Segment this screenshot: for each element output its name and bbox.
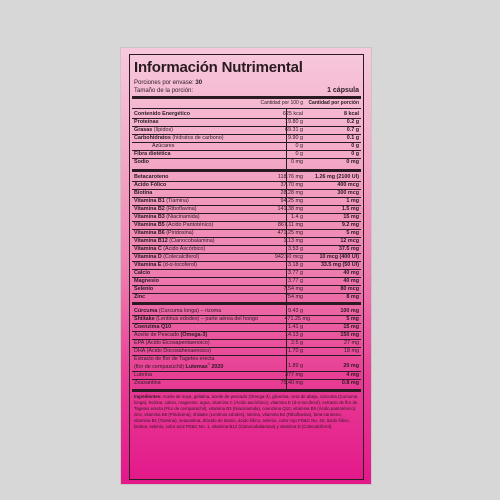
- lutemax-row-1: [134, 355, 359, 363]
- amount-per-100g: 867.11 mg: [277, 221, 303, 228]
- ingredients-label: Ingredientes:: [134, 394, 162, 399]
- amount-per-100g: 0 g: [295, 151, 303, 158]
- nutrient-name: [134, 262, 243, 268]
- nutrient-name: [134, 174, 243, 180]
- amount-per-serving: 0.2 g: [346, 118, 359, 125]
- amount-per-100g: 942.50 mcg: [274, 254, 303, 261]
- nutrient-name: [134, 332, 243, 338]
- nutrient-subtitle: (Piridoxina): [164, 229, 194, 236]
- amount-per-100g: 9.90 g: [288, 134, 303, 141]
- row-divider: [132, 355, 361, 356]
- divider-thick: [132, 96, 361, 99]
- nutrient-label: Vitamina B2: [134, 205, 165, 212]
- amount-per-100g: 3.77 g: [288, 278, 303, 285]
- lutemax-line2: (flor de cempasúchil): [134, 363, 185, 370]
- amount-per-serving: 1 mg: [346, 197, 359, 204]
- nutrient-label: Selenio: [134, 286, 154, 293]
- nutrient-subtitle: (Tiamina): [164, 197, 189, 204]
- amount-per-100g: 14.13 g: [285, 331, 303, 338]
- amount-per-serving: 300 mcg: [337, 189, 359, 196]
- nutrient-label: Ácido Fólico: [134, 181, 167, 188]
- nutrient-name: [134, 206, 243, 212]
- nutrient-row: [134, 229, 359, 237]
- nutrient-name: [134, 159, 243, 165]
- amount-per-100g: 141.38 mg: [277, 205, 303, 212]
- servings-info: [134, 79, 202, 95]
- nutrient-name: [134, 316, 258, 322]
- nutrient-row: [134, 189, 359, 197]
- amount-per-100g: 2.5 g: [291, 339, 303, 346]
- amount-per-100g: 69.31 g: [285, 126, 303, 133]
- amount-per-serving: 400 mcg: [337, 181, 359, 188]
- nutrient-label: Vitamina B3: [134, 213, 165, 220]
- amount-per-serving: 15 mg: [343, 213, 359, 220]
- nutrient-name: [134, 190, 243, 196]
- nutrient-name: [134, 246, 243, 252]
- nutrition-facts-label: [129, 54, 364, 480]
- nutrient-name: [134, 340, 243, 346]
- nutrient-row: [134, 142, 359, 150]
- amount-per-100g: 75.40 mg: [280, 379, 303, 386]
- nutrient-label: Azúcares: [152, 143, 175, 150]
- column-divider: [286, 108, 287, 389]
- nutrient-row: [134, 159, 359, 167]
- nutrient-name: [134, 119, 243, 125]
- amount-per-100g: 9.43 g: [288, 307, 303, 314]
- nutrient-row: [134, 173, 359, 181]
- nutrient-name: [134, 214, 243, 220]
- nutrient-row: [134, 221, 359, 229]
- nutrient-row: [134, 331, 359, 339]
- amount-per-100g: 1.41 g: [288, 323, 303, 330]
- nutrient-row: [134, 151, 359, 159]
- nutrient-row: [134, 205, 359, 213]
- nutrient-row: [134, 134, 359, 142]
- nutrient-subtitle: (Niacinamida): [164, 213, 200, 220]
- nutrient-subtitle: (Colecalciferol): [161, 254, 200, 261]
- nutrient-name: [134, 348, 243, 354]
- nutrient-name: [134, 127, 243, 133]
- nutrient-name: [134, 198, 243, 204]
- nutrient-row: [134, 307, 359, 315]
- amount-per-serving: 37.5 mg: [338, 246, 359, 253]
- nutrient-row: [134, 245, 359, 253]
- amount-per-100g: 3.53 g: [288, 246, 303, 253]
- amount-per-100g: 0 mg: [291, 159, 303, 166]
- nutrient-row: [134, 294, 359, 302]
- divider: [132, 108, 361, 109]
- ingredients-text: Aceite de soya, gelatina, aceite de pescado (Omega-3), glicerina, cera de abeja, cúrcuma (Curcuma longa), lecitina, calcio, magnesio, agua, vitamina C (Ácido ascórbico), vitamina E (d-α-tocoferol), extracto de flor de Tagetes erecta (Flor de cempasúchil), vitamina B3 (Niacinamida), coenzima Q10, vitamina B5 (Ácido pantoténico), zinc, vitamina B6 (Piridoxina), shiitake (Lentinus edodes), luteína, vitamina B2 (Riboflavina), beta-caroteno, vitamina B1 (Tiamina), zeaxantina, dióxido de titanio, ácido fólico, selenio, color rojo FD&C No. 40, ácido fólico, biotina, selenio, color azul FD&C No. 1, vitamina B12 (Cianocobalamina) y vitamina D (Colecalciferol).: [134, 394, 358, 430]
- amount-per-100g: 28.28 mg: [280, 189, 303, 196]
- nutrient-row: [134, 323, 359, 331]
- amount-per-serving: 8 kcal: [344, 110, 359, 117]
- column-header-row: [134, 100, 359, 108]
- column-per-serving: Cantidad por porción: [308, 99, 359, 106]
- nutrient-name: [134, 286, 243, 292]
- nutrient-label: Sodio: [134, 159, 149, 166]
- amount-per-serving: 0.8 mg: [341, 379, 359, 386]
- nutrient-label: DHA: [134, 347, 146, 354]
- nutrient-row: [134, 339, 359, 347]
- nutrient-label: Vitamina D: [134, 254, 162, 261]
- nutrient-row: [134, 197, 359, 205]
- nutrient-name: [134, 238, 243, 244]
- amount-per-serving: 80 mcg: [340, 286, 359, 293]
- nutrient-row: [134, 110, 359, 118]
- amount-per-serving: 150 mg: [340, 331, 359, 338]
- nutrient-label: Vitamina B12: [134, 238, 168, 245]
- amount-per-serving: 27 mg: [344, 339, 359, 346]
- nutrient-subtitle: (Ácido Docosahexaenoico): [145, 347, 212, 354]
- nutrient-subtitle: (Curcuma longa) – rizoma: [157, 307, 222, 314]
- amount-per-100g: 1.13 mg: [283, 238, 303, 245]
- nutrient-subtitle: (Ácido Eicosapentaenoico): [144, 339, 210, 346]
- amount-per-serving: 33.5 mg (50 UI): [320, 262, 359, 269]
- lutemax-brand: Lutemax: [185, 363, 208, 370]
- lutemax-per-serving: 20 mg: [343, 363, 359, 370]
- nutrient-label: Vitamina C: [134, 246, 162, 253]
- amount-per-100g: 471.25 mg: [277, 229, 303, 236]
- nutrient-row: [134, 347, 359, 355]
- amount-per-serving: 1.5 mg: [341, 205, 359, 212]
- nutrient-name: [134, 111, 243, 117]
- nutrient-label: Proteínas: [134, 118, 159, 125]
- nutrient-name: [134, 324, 243, 330]
- nutrient-row: [134, 371, 359, 379]
- amount-per-serving: 15 mg: [343, 323, 359, 330]
- ingredients-block: [134, 394, 359, 431]
- nutrient-label: EPA: [134, 339, 145, 346]
- nutrient-label: Vitamina B5: [134, 221, 165, 228]
- nutrient-subtitle: (Ácido Ascórbico): [161, 246, 206, 253]
- amount-per-serving: 40 mg: [343, 278, 359, 285]
- nutrient-name: [134, 270, 243, 276]
- nutrient-name: [134, 222, 243, 228]
- divider-thick: [132, 302, 361, 305]
- nutrient-label: Contenido Energético: [134, 110, 191, 117]
- amount-per-serving: 0.1 g: [346, 134, 359, 141]
- nutrient-label: Betacaroteno: [134, 173, 169, 180]
- amount-per-serving: 9.2 mg: [341, 221, 359, 228]
- amount-per-serving: 8 mg: [346, 294, 359, 301]
- nutrient-subtitle: (Cianocobalamina): [167, 238, 215, 245]
- nutrient-name: [134, 135, 243, 141]
- nutrient-row: [134, 278, 359, 286]
- divider-thick: [132, 169, 361, 172]
- servings-label: Porciones por envase:: [134, 80, 194, 86]
- servings-value: 30: [195, 80, 203, 86]
- amount-per-100g: 7.54 mg: [283, 286, 303, 293]
- nutrient-row: [134, 379, 359, 387]
- serving-size-label: Tamaño de la porción:: [134, 88, 194, 94]
- nutrient-name: [134, 278, 243, 284]
- nutrient-label: Coenzima Q10: [134, 323, 172, 330]
- amount-per-serving: 5 mg: [346, 229, 359, 236]
- row-divider: [132, 371, 361, 372]
- amount-per-serving: 0 g: [351, 143, 359, 150]
- amount-per-100g: 0 g: [295, 143, 303, 150]
- amount-per-100g: 94.25 mg: [280, 197, 303, 204]
- nutrient-label: Fibra dietética: [134, 151, 171, 158]
- nutrient-name: [134, 254, 243, 260]
- nutrient-row: [134, 270, 359, 278]
- nutrient-subtitle: (Ácido Pantoténico): [164, 221, 214, 228]
- nutrient-subtitle: (Omega-3): [178, 331, 208, 338]
- lutemax-per-100g: 1.89 g: [288, 363, 303, 370]
- amount-per-100g: 471.25 mg: [284, 315, 310, 322]
- amount-per-serving: 0.7 g: [346, 126, 359, 133]
- nutrient-name: [134, 230, 243, 236]
- amount-per-serving: 5 mg: [346, 315, 359, 322]
- nutrient-label: Calcio: [134, 270, 151, 277]
- nutrient-row: [134, 118, 359, 126]
- nutrient-subtitle: (lípidos): [152, 126, 173, 133]
- nutrient-label: Magnesio: [134, 278, 159, 285]
- nutrient-name: [134, 143, 243, 149]
- divider-thick: [132, 389, 361, 392]
- column-per-100g: Cantidad por 100 g: [260, 99, 303, 106]
- nutrient-name: [134, 151, 243, 157]
- lutemax-year: 2020: [211, 363, 224, 370]
- label-title: Información Nutrimental: [134, 59, 303, 76]
- amount-per-serving: 1.26 mg (2100 UI): [314, 173, 359, 180]
- nutrient-label: Vitamina B1: [134, 197, 165, 204]
- nutrient-label: Cúrcuma: [134, 307, 158, 314]
- nutrient-subtitle: (d-α-tocoferol): [161, 262, 197, 269]
- amount-per-100g: 377 mg: [285, 371, 303, 378]
- nutrient-label: Zinc: [134, 294, 146, 301]
- nutrient-row: [134, 181, 359, 189]
- amount-per-serving: 12 mcg: [340, 238, 359, 245]
- amount-per-serving: 0 g: [351, 151, 359, 158]
- amount-per-serving: 10 mcg (400 UI): [319, 254, 359, 261]
- amount-per-100g: 754 mg: [285, 294, 303, 301]
- nutrient-row: [134, 126, 359, 134]
- lutemax-line1: Extracto de flor de Tagetes erecta: [134, 355, 215, 362]
- amount-per-100g: 1.4 g: [291, 213, 303, 220]
- amount-per-100g: 19.80 g: [285, 118, 303, 125]
- nutrient-row: [134, 315, 359, 323]
- nutrient-row: [134, 262, 359, 270]
- nutrient-name: [134, 380, 243, 386]
- amount-per-serving: 100 mg: [340, 307, 359, 314]
- amount-per-serving: 40 mg: [343, 270, 359, 277]
- amount-per-100g: 625 kcal: [282, 110, 303, 117]
- amount-per-100g: 118.76 mg: [277, 173, 303, 180]
- nutrient-name: [134, 294, 243, 300]
- nutrient-row: [134, 237, 359, 245]
- amount-per-100g: 1.70 g: [288, 347, 303, 354]
- nutrient-label: Biotina: [134, 189, 153, 196]
- nutrient-label: Carbohidratos: [134, 134, 171, 141]
- nutrient-name: [134, 372, 243, 378]
- nutrient-subtitle: (Riboflavina): [164, 205, 197, 212]
- nutrient-label: Grasas: [134, 126, 153, 133]
- nutrient-row: [134, 254, 359, 262]
- nutrient-name: [134, 308, 243, 314]
- amount-per-serving: 4 mg: [346, 371, 359, 378]
- amount-per-serving: 18 mg: [344, 347, 359, 354]
- nutrient-label: Luteína: [134, 371, 152, 378]
- nutrient-row: [134, 213, 359, 221]
- nutrient-subtitle: (hidratos de carbono): [170, 134, 224, 141]
- nutrient-label: Shiitake: [134, 315, 155, 322]
- amount-per-100g: 3.18 g: [288, 262, 303, 269]
- nutrient-label: Vitamina E: [134, 262, 162, 269]
- nutrient-row: [134, 286, 359, 294]
- nutrient-subtitle: (Lentinus edodes) – parte aérea del hongo: [154, 315, 259, 322]
- serving-size-value: 1 cápsula: [327, 87, 359, 94]
- nutrient-label: Aceite de Pescado: [134, 331, 179, 338]
- nutrient-name: [134, 182, 243, 188]
- amount-per-100g: 3.77 g: [288, 270, 303, 277]
- lutemax-row-2: (flor de cempasúchil) Lutemax® 2020 1.89 g 20 mg: [134, 361, 359, 370]
- nutrient-label: Vitamina B6: [134, 229, 165, 236]
- amount-per-100g: 37.70 mg: [280, 181, 303, 188]
- amount-per-serving: 0 mg: [346, 159, 359, 166]
- nutrient-label: Zeaxantina: [134, 379, 161, 386]
